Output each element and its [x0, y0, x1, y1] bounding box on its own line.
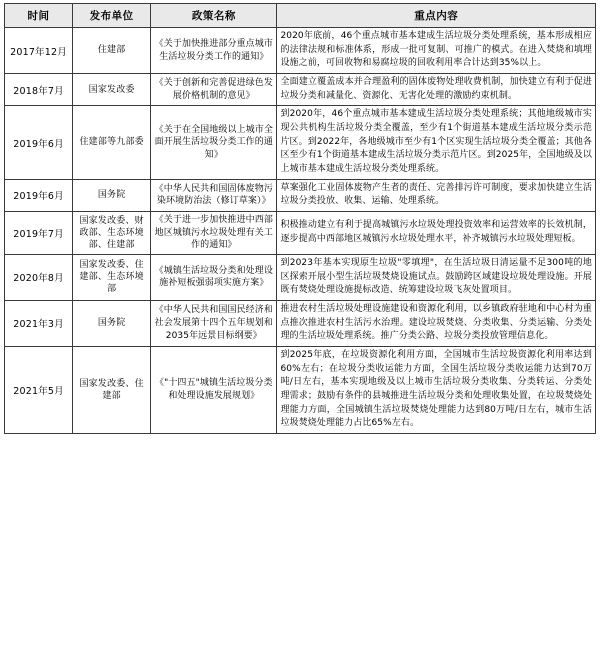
cell-org: 国务院	[73, 300, 151, 346]
cell-org: 国家发改委、住建部、生态环境部	[73, 254, 151, 300]
column-header-name: 政策名称	[151, 4, 277, 28]
cell-key-content: 到2020年，46个重点城市基本建成生活垃圾分类处理系统；其他地级城市实现公共机构生活垃圾分类全覆盖，至少有1个街道基本建成生活垃圾分类示范片区。到2022年，各地级城市至少有1个区实现生活垃圾分类全覆盖；其他各区至少有1个街道基本建成生活垃圾分类示范片区。到2025年，全国地级及以上城市基本建成生活垃圾分类处理系统。	[277, 106, 596, 179]
cell-time: 2019年6月	[5, 106, 73, 179]
column-header-time: 时间	[5, 4, 73, 28]
cell-time: 2019年6月	[5, 179, 73, 211]
cell-policy-name: 《关于创新和完善促进绿色发展价格机制的意见》	[151, 74, 277, 106]
cell-time: 2021年5月	[5, 346, 73, 433]
cell-org: 住建部等九部委	[73, 106, 151, 179]
cell-key-content: 积极推动建立有利于提高城镇污水垃圾处理投资效率和运营效率的长效机制，逐步提高中西部地区城镇污水垃圾处理水平，补齐城镇污水垃圾处理短板。	[277, 212, 596, 255]
cell-policy-name: 《关于加快推进部分重点城市生活垃圾分类工作的通知》	[151, 28, 277, 74]
cell-time: 2017年12月	[5, 28, 73, 74]
cell-key-content: 2020年底前，46个重点城市基本建成生活垃圾分类处理系统，基本形成相应的法律法规和标准体系，形成一批可复制、可推广的模式。在进入焚烧和填埋设施之前，可回收物和易腐垃圾的回收利用率合计达到35%以上。	[277, 28, 596, 74]
cell-policy-name: 《中华人民共和国固体废物污染环境防治法（修订草案）》	[151, 179, 277, 211]
cell-org: 国务院	[73, 179, 151, 211]
cell-time: 2019年7月	[5, 212, 73, 255]
table-row	[5, 212, 596, 255]
table-row	[5, 106, 596, 179]
cell-time: 2021年3月	[5, 300, 73, 346]
cell-key-content: 到2025年底，在垃圾资源化利用方面，全国城市生活垃圾资源化利用率达到60%左右；在垃圾分类收运能力方面，全国生活垃圾分类收运能力达到70万吨/日左右，基本实现地级及以上城市生活垃圾分类收集、分类转运、分类处理需求；鼓励有条件的县城推进生活垃圾分类和处理收集处置，在垃圾焚烧处理能力方面，全国城镇生活垃圾焚烧处理能力达到80万吨/日左右，城市生活垃圾焚烧处理能力占比65%左右。	[277, 346, 596, 433]
cell-key-content: 草案强化工业固体废物产生者的责任、完善排污许可制度，要求加快建立生活垃圾分类投放、收集、运输、处理系统。	[277, 179, 596, 211]
table-row	[5, 179, 596, 211]
cell-policy-name: 《关于在全国地级以上城市全面开展生活垃圾分类工作的通知》	[151, 106, 277, 179]
policy-table	[4, 3, 596, 434]
cell-time: 2020年8月	[5, 254, 73, 300]
cell-time: 2018年7月	[5, 74, 73, 106]
cell-policy-name: 《城镇生活垃圾分类和处理设施补短板强弱项实施方案》	[151, 254, 277, 300]
cell-key-content: 推进农村生活垃圾处理设施建设和资源化利用，以乡镇政府驻地和中心村为重点推次推进农村生活污水治理。建设垃圾焚烧、分类收集、分类运输、分类处理的生活垃圾处理系统。推广分类公路、垃圾分类投放管理信息化。	[277, 300, 596, 346]
cell-org: 国家发改委	[73, 74, 151, 106]
cell-org: 住建部	[73, 28, 151, 74]
column-header-body: 重点内容	[277, 4, 596, 28]
cell-key-content: 全面建立覆盖成本并合理盈利的固体废物处理收费机制，加快建立有利于促进垃圾分类和减量化、资源化、无害化处理的激励约束机制。	[277, 74, 596, 106]
table-header-row	[5, 4, 596, 28]
cell-org: 国家发改委、住建部	[73, 346, 151, 433]
cell-policy-name: 《中华人民共和国国民经济和社会发展第十四个五年规划和2035年远景目标纲要》	[151, 300, 277, 346]
table-row	[5, 74, 596, 106]
cell-key-content: 到2023年基本实现原生垃圾"零填埋"，在生活垃圾日清运量不足300吨的地区探索开展小型生活垃圾焚烧设施试点。鼓励跨区域建设垃圾处理设施。开展既有焚烧处理设施提标改造、统筹建设垃圾飞灰处置项目。	[277, 254, 596, 300]
column-header-org: 发布单位	[73, 4, 151, 28]
table-row	[5, 346, 596, 433]
cell-policy-name: 《关于进一步加快推进中西部地区城镇污水垃圾处理有关工作的通知》	[151, 212, 277, 255]
table-row	[5, 300, 596, 346]
cell-policy-name: 《"十四五"城镇生活垃圾分类和处理设施发展规划》	[151, 346, 277, 433]
table-row	[5, 28, 596, 74]
cell-org: 国家发改委、财政部、生态环境部、住建部	[73, 212, 151, 255]
table-row	[5, 254, 596, 300]
